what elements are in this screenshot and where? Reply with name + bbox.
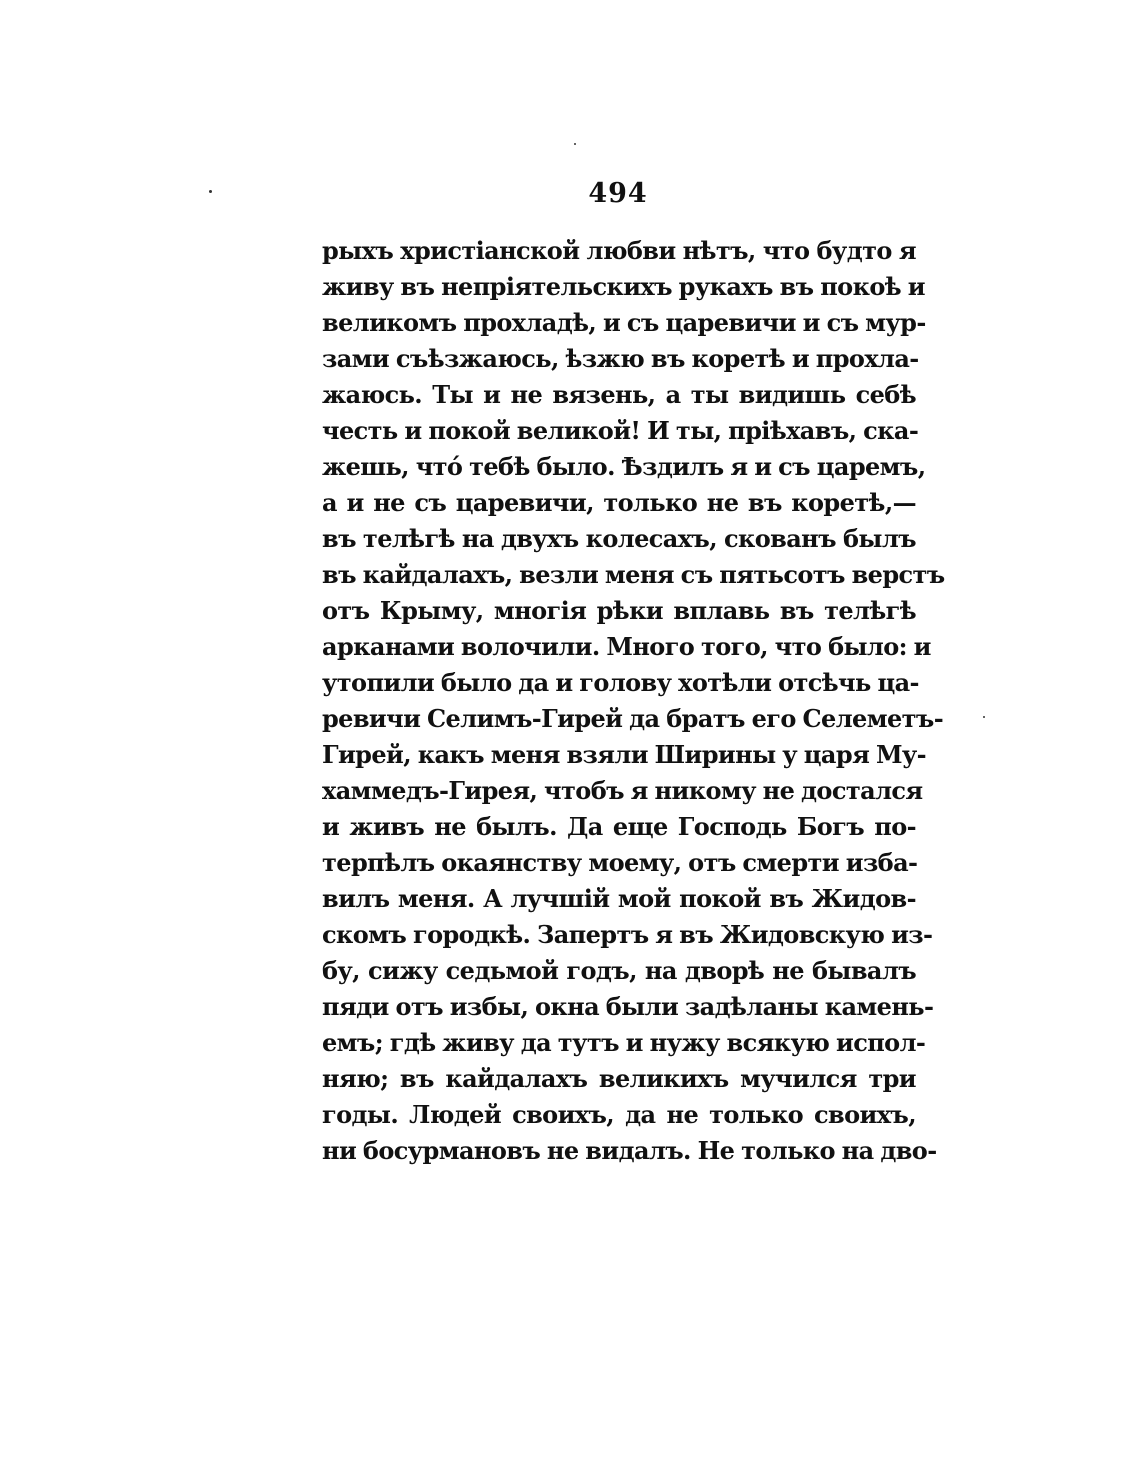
text-line: терпѣлъ окаянству моему, отъ смерти изба- bbox=[322, 848, 918, 877]
text-line: няю; въ кайдалахъ великихъ мучился три bbox=[322, 1064, 916, 1093]
text-line: и живъ не былъ. Да еще Господь Богъ по- bbox=[322, 812, 916, 841]
scan-speck bbox=[574, 143, 576, 145]
scan-speck bbox=[209, 190, 212, 193]
text-line: ревичи Селимъ-Гирей да братъ его Селеметъ- bbox=[322, 704, 944, 733]
text-line: жаюсь. Ты и не вязень, а ты видишь себѣ bbox=[322, 380, 916, 409]
text-line: скомъ городкѣ. Запертъ я въ Жидовскую из- bbox=[322, 920, 933, 949]
text-line: жешь, что́ тебѣ было. Ѣздилъ я и съ царемъ, bbox=[322, 452, 926, 481]
text-line: честь и покой великой! И ты, пріѣхавъ, ска- bbox=[322, 416, 919, 445]
text-line: пяди отъ избы, окна были задѣланы камень- bbox=[322, 992, 934, 1021]
text-line: великомъ прохладѣ, и съ царевичи и съ мур- bbox=[322, 308, 926, 337]
text-line: живу въ непріятельскихъ рукахъ въ покоѣ и bbox=[322, 272, 925, 301]
text-line: а и не съ царевичи, только не въ коретѣ,— bbox=[322, 488, 916, 517]
text-line: годы. Людей своихъ, да не только своихъ, bbox=[322, 1100, 916, 1129]
text-line: вилъ меня. А лучшій мой покой въ Жидов- bbox=[322, 884, 916, 913]
text-line: хаммедъ-Гирея, чтобъ я никому не достался bbox=[322, 776, 923, 805]
text-line: отъ Крыму, многія рѣки вплавь въ телѣгѣ bbox=[322, 596, 916, 625]
text-line: бу, сижу седьмой годъ, на дворѣ не бывалъ bbox=[322, 956, 916, 985]
page-number: 494 bbox=[588, 178, 648, 209]
text-line: арканами волочили. Много того, что было: и bbox=[322, 632, 931, 661]
body-text bbox=[322, 233, 945, 1169]
text-line: рыхъ христіанской любви нѣтъ, что будто я bbox=[322, 236, 916, 265]
text-line: ни босурмановъ не видалъ. Не только на дво- bbox=[322, 1136, 937, 1165]
text-line: утопили было да и голову хотѣли отсѣчь ца- bbox=[322, 668, 919, 697]
text-line: зами съѣзжаюсь, ѣзжю въ коретѣ и прохла- bbox=[322, 344, 919, 373]
text-line: въ кайдалахъ, везли меня съ пятьсотъ верстъ bbox=[322, 560, 945, 589]
text-line: въ телѣгѣ на двухъ колесахъ, скованъ былъ bbox=[322, 524, 916, 553]
scan-speck bbox=[983, 716, 985, 718]
text-line: Гирей, какъ меня взяли Ширины у царя Му- bbox=[322, 740, 927, 769]
text-line: емъ; гдѣ живу да тутъ и нужу всякую испол- bbox=[322, 1028, 926, 1057]
